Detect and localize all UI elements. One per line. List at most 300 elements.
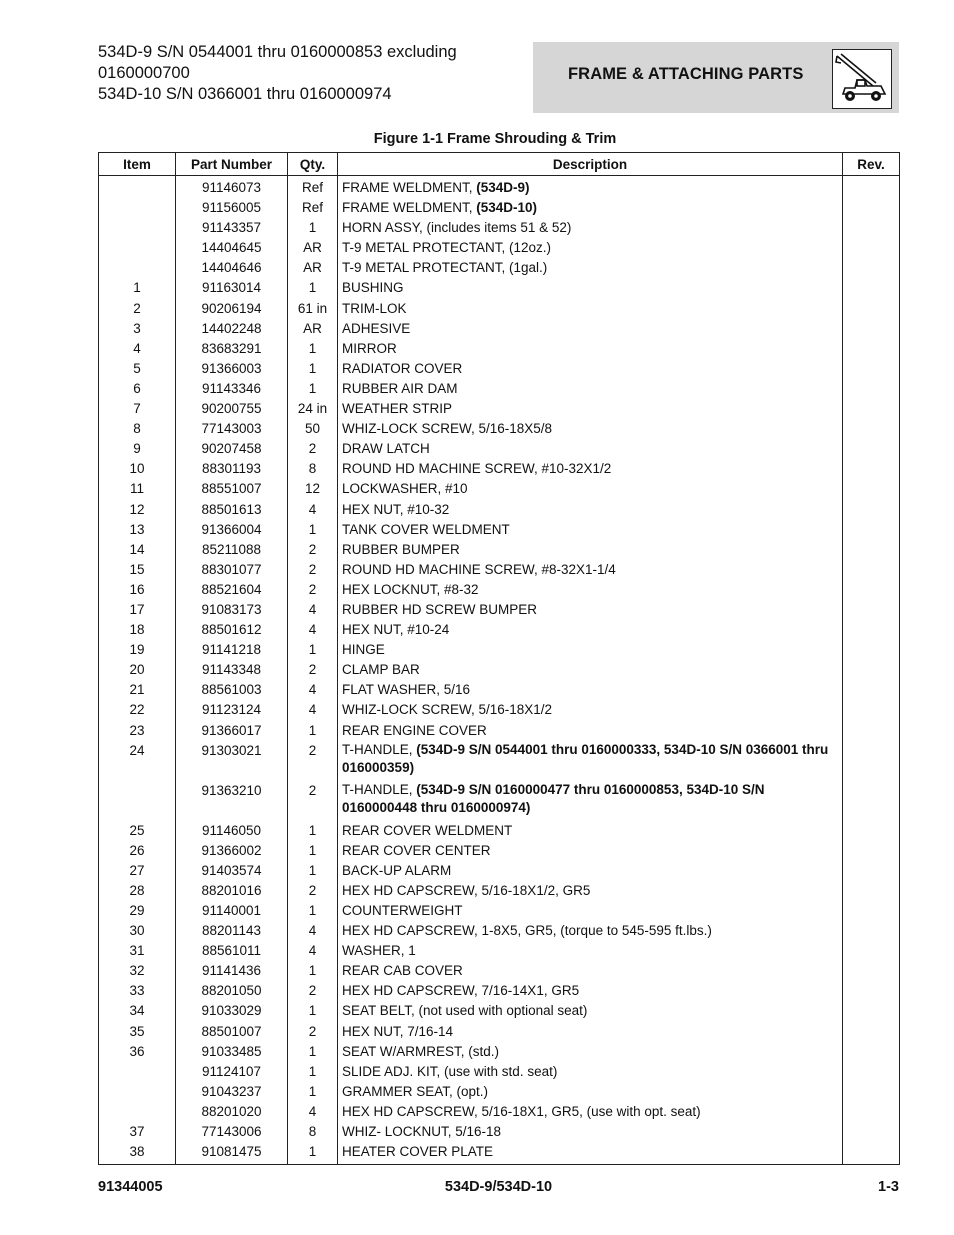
column-header-item: Item: [99, 153, 176, 176]
cell-qty: 4: [288, 620, 338, 640]
cell-rev: [843, 1082, 900, 1102]
cell-rev: [843, 700, 900, 720]
table-row: [99, 176, 900, 199]
cell-part-number: 14404645: [176, 238, 288, 258]
description-applicability: (534D-9 S/N 0544001 thru 0160000333, 534D-10 S/N 0366001 thru 016000359): [342, 741, 829, 775]
cell-qty: 4: [288, 680, 338, 700]
cell-rev: [843, 640, 900, 660]
table-row: [99, 299, 900, 319]
description-text: REAR COVER CENTER: [342, 842, 491, 858]
cell-description: [338, 399, 843, 419]
cell-item: 20: [99, 660, 176, 680]
cell-rev: [843, 339, 900, 359]
table-row: [99, 821, 900, 841]
cell-part-number: 88561011: [176, 941, 288, 961]
description-text: REAR CAB COVER: [342, 963, 463, 979]
cell-qty: 1: [288, 901, 338, 921]
cell-description: [338, 459, 843, 479]
cell-description: [338, 781, 843, 821]
description-text: HEX HD CAPSCREW, 5/16-18X1/2, GR5: [342, 882, 591, 898]
table-row: [99, 700, 900, 720]
description-text: TANK COVER WELDMENT: [342, 521, 510, 537]
cell-part-number: 88501613: [176, 500, 288, 520]
description-text: HEX NUT, 7/16-14: [342, 1023, 454, 1039]
cell-item: 28: [99, 881, 176, 901]
cell-part-number: 91163014: [176, 278, 288, 298]
cell-item: 9: [99, 439, 176, 459]
cell-item: 26: [99, 841, 176, 861]
table-row: [99, 459, 900, 479]
description-text: SEAT W/ARMREST, (std.): [342, 1043, 500, 1059]
cell-part-number: 91143348: [176, 660, 288, 680]
cell-rev: [843, 479, 900, 499]
cell-description: [338, 881, 843, 901]
cell-rev: [843, 881, 900, 901]
table-row: [99, 479, 900, 499]
cell-item: 36: [99, 1042, 176, 1062]
description-text: TRIM-LOK: [342, 300, 407, 316]
cell-rev: [843, 660, 900, 680]
cell-item: 11: [99, 479, 176, 499]
table-row: [99, 941, 900, 961]
cell-rev: [843, 781, 900, 821]
model-line-2: 0160000700: [98, 64, 190, 82]
cell-rev: [843, 319, 900, 339]
column-header-description: Description: [338, 153, 843, 176]
cell-part-number: 91366004: [176, 520, 288, 540]
cell-part-number: 88501612: [176, 620, 288, 640]
cell-part-number: 91140001: [176, 901, 288, 921]
section-header: [533, 42, 899, 113]
cell-rev: [843, 238, 900, 258]
cell-description: [338, 500, 843, 520]
cell-qty: 4: [288, 500, 338, 520]
cell-rev: [843, 176, 900, 199]
cell-part-number: 83683291: [176, 339, 288, 359]
table-row: [99, 439, 900, 459]
cell-description: [338, 640, 843, 660]
table-row: [99, 258, 900, 278]
cell-item: [99, 1082, 176, 1102]
cell-description: [338, 1102, 843, 1122]
table-row: [99, 901, 900, 921]
cell-rev: [843, 921, 900, 941]
cell-qty: 2: [288, 981, 338, 1001]
cell-description: [338, 1122, 843, 1142]
cell-description: [338, 700, 843, 720]
telehandler-icon: [832, 49, 892, 109]
description-text: HEX NUT, #10-24: [342, 622, 450, 638]
cell-qty: 2: [288, 540, 338, 560]
cell-item: 2: [99, 299, 176, 319]
cell-description: [338, 1062, 843, 1082]
table-row: [99, 500, 900, 520]
cell-part-number: 90200755: [176, 399, 288, 419]
cell-item: 35: [99, 1022, 176, 1042]
description-text: SEAT BELT, (not used with optional seat): [342, 1003, 588, 1019]
table-row: [99, 1042, 900, 1062]
model-applicability: [98, 42, 518, 105]
cell-rev: [843, 419, 900, 439]
table-row: [99, 721, 900, 741]
footer-doc-number: 91344005: [98, 1179, 163, 1195]
table-row: [99, 399, 900, 419]
cell-rev: [843, 1142, 900, 1165]
cell-item: 27: [99, 861, 176, 881]
table-row: [99, 741, 900, 781]
cell-part-number: 88521604: [176, 580, 288, 600]
cell-qty: AR: [288, 319, 338, 339]
section-title: FRAME & ATTACHING PARTS: [568, 65, 804, 83]
table-row: [99, 1062, 900, 1082]
table-row: [99, 1122, 900, 1142]
description-text: REAR ENGINE COVER: [342, 722, 487, 738]
cell-qty: 4: [288, 700, 338, 720]
description-applicability: (534D-9): [476, 180, 530, 195]
table-row: [99, 520, 900, 540]
cell-part-number: 91403574: [176, 861, 288, 881]
cell-rev: [843, 580, 900, 600]
cell-rev: [843, 1022, 900, 1042]
cell-item: 22: [99, 700, 176, 720]
cell-qty: 4: [288, 921, 338, 941]
cell-description: [338, 176, 843, 199]
cell-description: [338, 238, 843, 258]
cell-qty: 2: [288, 660, 338, 680]
cell-part-number: 91143346: [176, 379, 288, 399]
cell-part-number: 88551007: [176, 479, 288, 499]
footer-model: 534D-9/534D-10: [444, 1179, 553, 1195]
cell-item: [99, 218, 176, 238]
description-text: REAR COVER WELDMENT: [342, 822, 513, 838]
cell-qty: AR: [288, 258, 338, 278]
cell-qty: 24 in: [288, 399, 338, 419]
column-header-rev: Rev.: [843, 153, 900, 176]
cell-item: 6: [99, 379, 176, 399]
table-row: [99, 660, 900, 680]
cell-item: [99, 781, 176, 821]
cell-part-number: 14402248: [176, 319, 288, 339]
description-text: WASHER, 1: [342, 943, 416, 959]
cell-qty: 1: [288, 1042, 338, 1062]
cell-qty: 4: [288, 941, 338, 961]
cell-rev: [843, 359, 900, 379]
table-row: [99, 319, 900, 339]
model-line-1: 534D-9 S/N 0544001 thru 0160000853 excluding: [98, 43, 457, 61]
cell-item: [99, 176, 176, 199]
table-row: [99, 540, 900, 560]
cell-part-number: 91146073: [176, 176, 288, 199]
cell-item: [99, 238, 176, 258]
cell-qty: 1: [288, 218, 338, 238]
cell-description: [338, 821, 843, 841]
cell-item: 34: [99, 1001, 176, 1021]
cell-item: 12: [99, 500, 176, 520]
cell-description: [338, 600, 843, 620]
table-header-row: [99, 153, 900, 176]
cell-item: 7: [99, 399, 176, 419]
cell-qty: 2: [288, 439, 338, 459]
description-text: T-9 METAL PROTECTANT, (12oz.): [342, 240, 552, 256]
cell-part-number: 91081475: [176, 1142, 288, 1165]
table-row: [99, 238, 900, 258]
cell-qty: AR: [288, 238, 338, 258]
cell-description: [338, 620, 843, 640]
cell-part-number: 90206194: [176, 299, 288, 319]
column-header-qty: Qty.: [288, 153, 338, 176]
cell-part-number: 85211088: [176, 540, 288, 560]
cell-qty: 8: [288, 459, 338, 479]
cell-description: [338, 680, 843, 700]
description-text: WHIZ- LOCKNUT, 5/16-18: [342, 1124, 502, 1140]
description-text: WHIZ-LOCK SCREW, 5/16-18X1/2: [342, 702, 553, 718]
cell-description: [338, 520, 843, 540]
cell-rev: [843, 1062, 900, 1082]
description-text: WHIZ-LOCK SCREW, 5/16-18X5/8: [342, 421, 553, 437]
description-text: HINGE: [342, 642, 385, 658]
description-text: T-HANDLE,: [342, 741, 417, 757]
cell-rev: [843, 961, 900, 981]
description-text: WEATHER STRIP: [342, 401, 453, 417]
cell-qty: 50: [288, 419, 338, 439]
cell-rev: [843, 901, 900, 921]
column-header-part-number: Part Number: [176, 153, 288, 176]
cell-rev: [843, 299, 900, 319]
cell-part-number: 91141436: [176, 961, 288, 981]
table-row: [99, 580, 900, 600]
cell-item: 17: [99, 600, 176, 620]
description-text: T-9 METAL PROTECTANT, (1gal.): [342, 260, 548, 276]
cell-item: 21: [99, 680, 176, 700]
cell-item: 18: [99, 620, 176, 640]
cell-qty: 1: [288, 721, 338, 741]
cell-item: 4: [99, 339, 176, 359]
cell-qty: 2: [288, 1022, 338, 1042]
cell-description: [338, 439, 843, 459]
cell-part-number: 91083173: [176, 600, 288, 620]
page-footer: [98, 1179, 899, 1199]
cell-qty: 61 in: [288, 299, 338, 319]
cell-part-number: 91123124: [176, 700, 288, 720]
table-row: [99, 339, 900, 359]
cell-description: [338, 299, 843, 319]
description-text: FRAME WELDMENT,: [342, 200, 477, 216]
cell-part-number: 90207458: [176, 439, 288, 459]
cell-description: [338, 981, 843, 1001]
cell-part-number: 91366002: [176, 841, 288, 861]
cell-qty: 1: [288, 359, 338, 379]
cell-description: [338, 479, 843, 499]
table-row: [99, 359, 900, 379]
cell-rev: [843, 1102, 900, 1122]
cell-part-number: 91124107: [176, 1062, 288, 1082]
description-text: SLIDE ADJ. KIT, (use with std. seat): [342, 1063, 558, 1079]
cell-part-number: 88201050: [176, 981, 288, 1001]
cell-item: 30: [99, 921, 176, 941]
cell-part-number: 88501007: [176, 1022, 288, 1042]
cell-description: [338, 1082, 843, 1102]
cell-description: [338, 278, 843, 298]
table-row: [99, 198, 900, 218]
table-row: [99, 861, 900, 881]
cell-rev: [843, 560, 900, 580]
cell-qty: 1: [288, 339, 338, 359]
footer-page-number: 1-3: [878, 1179, 899, 1195]
table-row: [99, 1001, 900, 1021]
cell-description: [338, 921, 843, 941]
cell-part-number: 14404646: [176, 258, 288, 278]
cell-qty: 1: [288, 1062, 338, 1082]
cell-rev: [843, 459, 900, 479]
cell-qty: 1: [288, 961, 338, 981]
table-row: [99, 1102, 900, 1122]
cell-item: 23: [99, 721, 176, 741]
model-line-3: 534D-10 S/N 0366001 thru 0160000974: [98, 85, 392, 103]
cell-rev: [843, 540, 900, 560]
description-text: FLAT WASHER, 5/16: [342, 682, 471, 698]
parts-table-body: [99, 176, 900, 1165]
cell-description: [338, 379, 843, 399]
description-text: HEX HD CAPSCREW, 7/16-14X1, GR5: [342, 983, 580, 999]
cell-part-number: 88301077: [176, 560, 288, 580]
description-text: COUNTERWEIGHT: [342, 903, 463, 918]
table-row: [99, 680, 900, 700]
cell-part-number: 91366017: [176, 721, 288, 741]
description-text: RUBBER AIR DAM: [342, 380, 458, 396]
cell-qty: 1: [288, 841, 338, 861]
description-text: BACK-UP ALARM: [342, 862, 452, 878]
cell-qty: 2: [288, 741, 338, 781]
cell-rev: [843, 680, 900, 700]
description-text: DRAW LATCH: [342, 441, 430, 457]
description-applicability: (534D-10): [476, 200, 538, 216]
cell-item: 31: [99, 941, 176, 961]
table-row: [99, 1142, 900, 1165]
cell-rev: [843, 861, 900, 881]
cell-rev: [843, 379, 900, 399]
cell-qty: 1: [288, 278, 338, 298]
description-text: ADHESIVE: [342, 320, 411, 336]
cell-description: [338, 941, 843, 961]
cell-item: 13: [99, 520, 176, 540]
cell-item: 29: [99, 901, 176, 921]
cell-description: [338, 721, 843, 741]
description-text: ROUND HD MACHINE SCREW, #8-32X1-1/4: [342, 561, 616, 577]
cell-part-number: 91146050: [176, 821, 288, 841]
cell-item: 14: [99, 540, 176, 560]
cell-rev: [843, 620, 900, 640]
description-text: LOCKWASHER, #10: [342, 481, 468, 497]
cell-item: [99, 258, 176, 278]
cell-rev: [843, 941, 900, 961]
table-row: [99, 841, 900, 861]
description-text: HORN ASSY, (includes items 51 & 52): [342, 220, 572, 236]
cell-part-number: 91033485: [176, 1042, 288, 1062]
cell-rev: [843, 741, 900, 781]
cell-rev: [843, 399, 900, 419]
table-row: [99, 961, 900, 981]
table-row: [99, 560, 900, 580]
cell-part-number: 91143357: [176, 218, 288, 238]
cell-description: [338, 1142, 843, 1165]
description-text: T-HANDLE,: [342, 781, 417, 797]
cell-item: 37: [99, 1122, 176, 1142]
cell-part-number: 91366003: [176, 359, 288, 379]
table-row: [99, 620, 900, 640]
cell-item: 16: [99, 580, 176, 600]
cell-description: [338, 580, 843, 600]
table-row: [99, 1022, 900, 1042]
cell-description: [338, 1001, 843, 1021]
cell-item: [99, 1102, 176, 1122]
cell-item: 24: [99, 741, 176, 781]
cell-rev: [843, 500, 900, 520]
cell-part-number: 91156005: [176, 198, 288, 218]
table-row: [99, 1082, 900, 1102]
cell-item: 38: [99, 1142, 176, 1165]
cell-description: [338, 841, 843, 861]
cell-description: [338, 258, 843, 278]
table-row: [99, 419, 900, 439]
cell-rev: [843, 439, 900, 459]
cell-qty: 1: [288, 1142, 338, 1165]
table-row: [99, 600, 900, 620]
description-text: HEX NUT, #10-32: [342, 501, 450, 517]
table-row: [99, 781, 900, 821]
cell-qty: 2: [288, 881, 338, 901]
description-text: HEX HD CAPSCREW, 1-8X5, GR5, (torque to 545-595 ft.lbs.): [342, 923, 712, 939]
table-row: [99, 379, 900, 399]
cell-item: 8: [99, 419, 176, 439]
cell-qty: 1: [288, 640, 338, 660]
cell-qty: 1: [288, 1001, 338, 1021]
table-row: [99, 218, 900, 238]
cell-item: 10: [99, 459, 176, 479]
cell-part-number: 91141218: [176, 640, 288, 660]
cell-qty: 1: [288, 1082, 338, 1102]
cell-description: [338, 560, 843, 580]
cell-qty: 2: [288, 560, 338, 580]
cell-item: [99, 1062, 176, 1082]
cell-description: [338, 741, 843, 781]
cell-qty: 1: [288, 520, 338, 540]
cell-qty: 4: [288, 600, 338, 620]
cell-qty: 4: [288, 1102, 338, 1122]
table-row: [99, 278, 900, 298]
cell-qty: 1: [288, 821, 338, 841]
cell-description: [338, 901, 843, 921]
cell-rev: [843, 821, 900, 841]
cell-qty: Ref: [288, 176, 338, 199]
cell-rev: [843, 1122, 900, 1142]
cell-rev: [843, 258, 900, 278]
cell-item: 1: [99, 278, 176, 298]
cell-item: [99, 198, 176, 218]
cell-item: 15: [99, 560, 176, 580]
cell-part-number: 91303021: [176, 741, 288, 781]
cell-description: [338, 198, 843, 218]
cell-rev: [843, 600, 900, 620]
cell-description: [338, 540, 843, 560]
cell-description: [338, 419, 843, 439]
cell-qty: 2: [288, 781, 338, 821]
cell-part-number: 88201143: [176, 921, 288, 941]
cell-description: [338, 660, 843, 680]
cell-part-number: 88301193: [176, 459, 288, 479]
figure-title: Figure 1-1 Frame Shrouding & Trim: [373, 131, 617, 147]
cell-item: 5: [99, 359, 176, 379]
cell-qty: Ref: [288, 198, 338, 218]
